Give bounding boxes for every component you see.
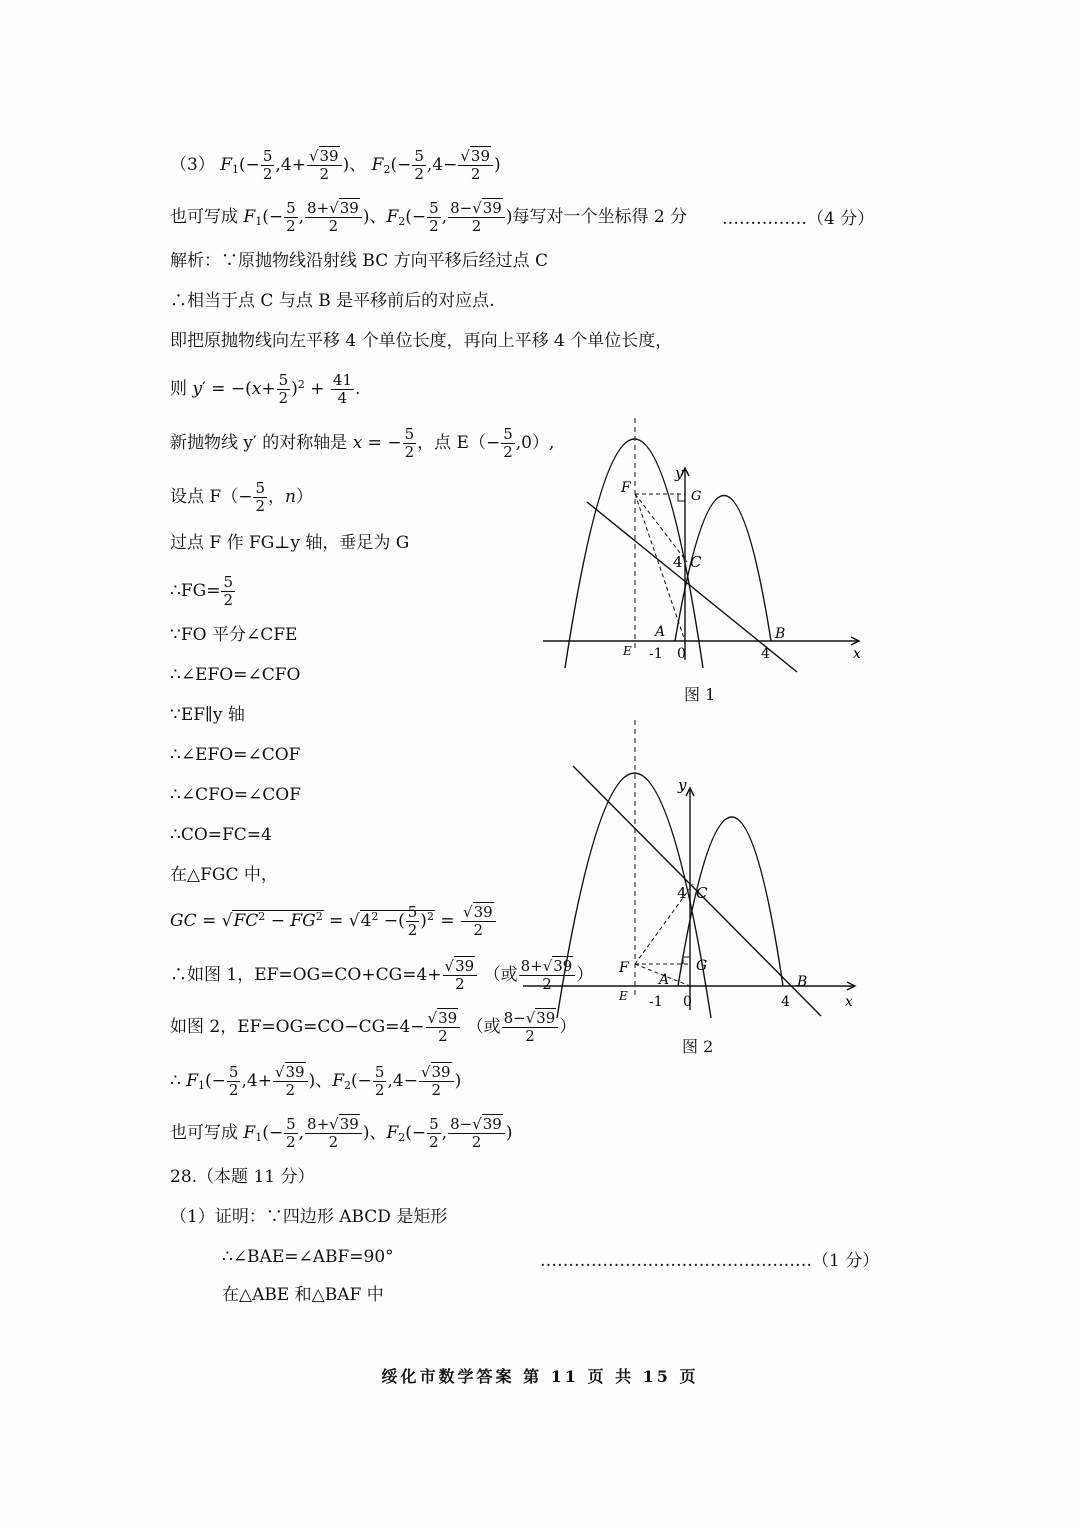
- label-g: G: [696, 958, 708, 974]
- label-y: y: [675, 464, 684, 482]
- ef-parallel-line: ∵EF∥y 轴: [170, 705, 245, 725]
- conclusion-alt-form: 也可写成 $F_1(-$ $\frac{5}{2}$ , $\frac{8+√39}{2}$ )、$F_2(-$ $\frac{5}{2}$ , $\frac{8-√39}{2}$ ): [170, 1115, 513, 1151]
- label-minus1: -1: [649, 994, 663, 1010]
- in-abe-line: 在△ABE 和△BAF 中: [222, 1285, 384, 1305]
- new-parabola-eq: 则 y′ = −(x+ $\frac{5}{2}$ )$^2$ + $\frac{41}{4}$ .: [170, 371, 361, 407]
- answer-line-coords: （3） $F_1(-$ $\frac{5}{2}$ ,4+ $\frac{√39}{2}$ )、 $F_2(-$ $\frac{5}{2}$ ,4− $\frac{√39}{2}$ ): [170, 147, 501, 183]
- label-x: x: [845, 994, 853, 1010]
- also-write-text: 也可写成: [170, 207, 238, 227]
- fig2-pref-text: 如图 2，EF=OG=CO−CG=4−: [170, 1017, 425, 1037]
- label-a: A: [655, 624, 666, 640]
- label-x: x: [853, 646, 861, 662]
- fg-line: ∴FG= $\frac{5}{2}$: [170, 573, 233, 609]
- label-a: A: [659, 972, 670, 988]
- label-b: B: [797, 974, 808, 990]
- label-0: 0: [677, 646, 686, 662]
- or-text: （或: [483, 965, 518, 985]
- score-1: …………………………………………（1 分）: [540, 1251, 880, 1271]
- label-b: B: [775, 626, 786, 642]
- label-4-y: 4: [677, 884, 687, 902]
- part-label: （3）: [170, 155, 215, 175]
- efo-cof-line: ∴∠EFO=∠COF: [170, 745, 301, 765]
- analysis-line: 解析：∵原抛物线沿射线 BC 方向平移后经过点 C: [170, 251, 549, 271]
- question-28-title: 28.（本题 11 分）: [170, 1167, 315, 1187]
- cfo-cof-line: ∴∠CFO=∠COF: [170, 785, 302, 805]
- conclusion-coords: ∴ $F_1(-$ $\frac{5}{2}$ ,4+ $\frac{√39}{2}$ )、$F_2(-$ $\frac{5}{2}$ ,4− $\frac{√39}{2}$ ): [170, 1063, 462, 1099]
- label-4-x: 4: [761, 646, 770, 662]
- fig1-pref-text: ∴如图 1，EF=OG=CO+CG=4+: [170, 965, 442, 985]
- score-4: ……………（4 分）: [722, 209, 875, 229]
- segment-fc: [635, 494, 687, 562]
- figure-2: [515, 718, 865, 1023]
- then-text: 则: [170, 379, 187, 399]
- label-4-y: 4: [673, 553, 683, 571]
- figure-2-caption: 图 2: [682, 1037, 714, 1056]
- page-footer: 绥化市数学答案 第 11 页 共 15 页: [381, 1367, 699, 1386]
- label-f1: F: [621, 480, 631, 496]
- gc-formula: GC = $√FC^2 - FG^2 = √4^2$ −( $\frac{5}{2}$ )$^2$ = $\frac{√39}{2}$: [170, 904, 497, 939]
- angles-line: ∴∠BAE=∠ABF=90°: [222, 1247, 394, 1267]
- set-f-line: 设点 F（− $\frac{5}{2}$ ，n）: [170, 479, 313, 515]
- label-y: y: [678, 776, 687, 794]
- label-e: E: [619, 989, 628, 1003]
- also-write-text-2: 也可写成: [170, 1123, 238, 1143]
- label-e: E: [623, 644, 632, 658]
- label-c: C: [696, 884, 708, 902]
- label-c: C: [690, 553, 702, 571]
- set-f-text: 设点 F（: [170, 487, 239, 507]
- fo-bisect-line: ∵FO 平分∠CFE: [170, 625, 298, 645]
- fg-text: ∴FG=: [170, 581, 221, 601]
- proof-line: （1）证明：∵四边形 ABCD 是矩形: [170, 1207, 448, 1227]
- axis-sym-text: 新抛物线 y′ 的对称轴是: [170, 433, 348, 453]
- corresponding-line: ∴相当于点 C 与点 B 是平移前后的对应点.: [170, 291, 495, 311]
- figure-1-caption: 图 1: [684, 685, 716, 704]
- perp-line: 过点 F 作 FG⊥y 轴，垂足为 G: [170, 533, 410, 553]
- parabola-new: [557, 773, 711, 1018]
- fig2-result: 如图 2，EF=OG=CO−CG=4− $\frac{√39}{2}$ （或 $\frac{8-√39}{2}$ ）: [170, 1009, 577, 1045]
- or-text-2: （或: [466, 1017, 501, 1037]
- label-0: 0: [683, 994, 692, 1010]
- each-coord-text: 每写对一个坐标得 2 分: [512, 207, 688, 227]
- point-e-text: ，点 E（: [417, 433, 486, 453]
- parabola-original: [678, 817, 783, 986]
- therefore-sym: ∴: [170, 1071, 181, 1091]
- alt-form-line: 也可写成 $F_1(-$ $\frac{5}{2}$ , $\frac{8+√39}{2}$ )、$F_2(-$ $\frac{5}{2}$ , $\frac{8-√39}{2}$ )每写对一个坐标得 2 分: [170, 199, 688, 235]
- symmetry-axis-line: 新抛物线 y′ 的对称轴是 x = − $\frac{5}{2}$ ，点 E（− $\frac{5}{2}$ ,0）,: [170, 425, 555, 461]
- label-minus1: -1: [649, 646, 663, 662]
- label-4-x: 4: [781, 994, 790, 1010]
- translate-line: 即把原抛物线向左平移 4 个单位长度，再向上平移 4 个单位长度，: [170, 331, 673, 351]
- figure-1: [535, 410, 865, 680]
- right-angle-mark: [678, 494, 685, 501]
- label-g: G: [691, 489, 702, 504]
- fig1-result: ∴如图 1，EF=OG=CO+CG=4+ $\frac{√39}{2}$ （或 $\frac{8+√39}{2}$ ）: [170, 957, 594, 993]
- right-angle-mark: [683, 957, 690, 964]
- co-fc-line: ∴CO=FC=4: [170, 825, 272, 845]
- label-f2: F: [619, 960, 629, 976]
- efo-cfo-line: ∴∠EFO=∠CFO: [170, 665, 301, 685]
- in-triangle-line: 在△FGC 中，: [170, 865, 278, 885]
